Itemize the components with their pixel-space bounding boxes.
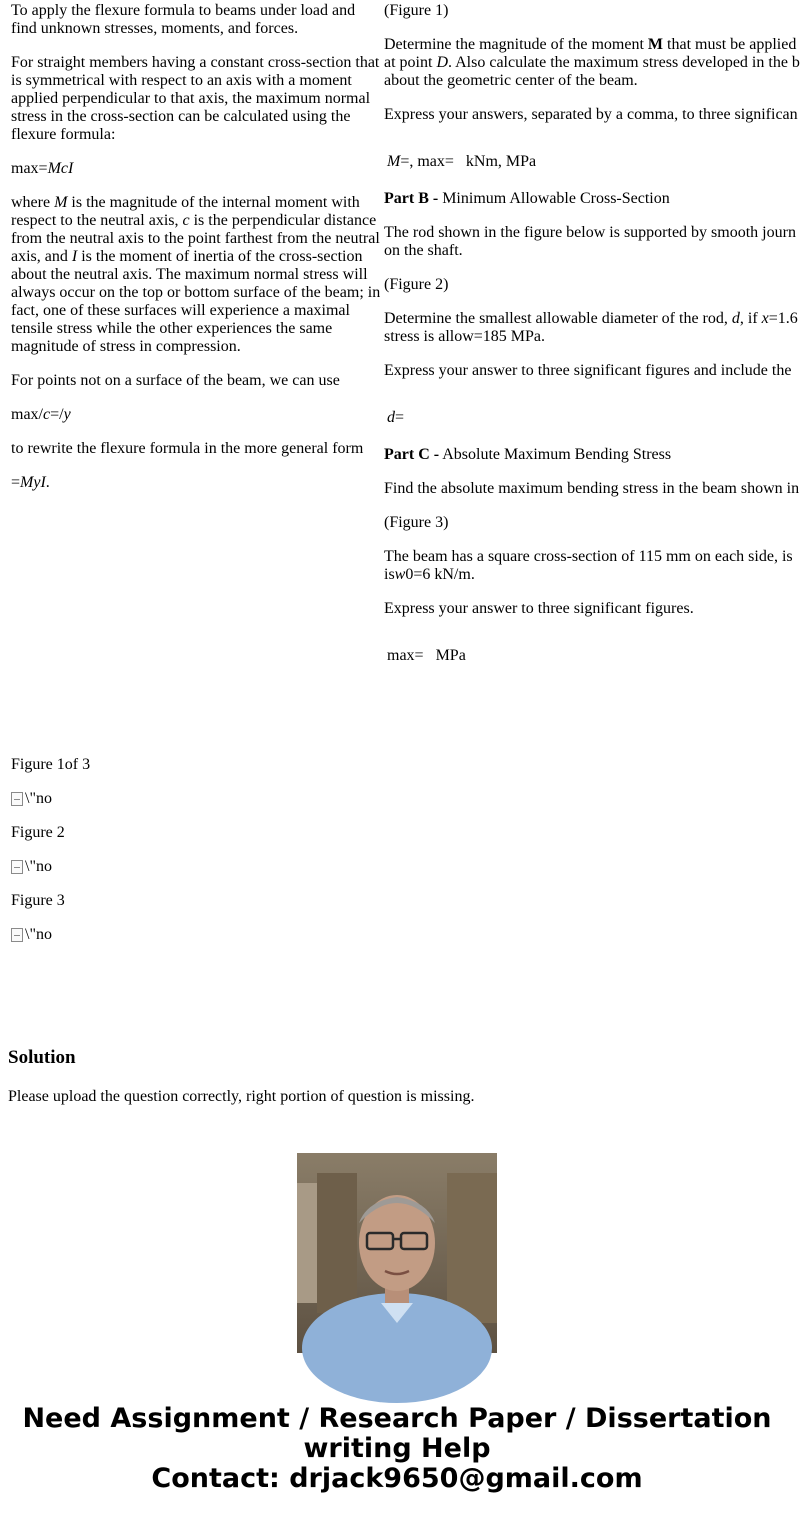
answer-units: MPa [435, 647, 466, 664]
question-text: 0=6 kN/m. [405, 566, 475, 583]
part-label: Part B - [384, 190, 439, 207]
formula-variables: MyI [20, 474, 46, 491]
partA-instructions: Express your answers, separated by a comma, to three significan [384, 106, 798, 123]
answer-label-M: M [387, 153, 401, 170]
general-formula [11, 474, 50, 492]
partA-question-line2 [384, 54, 800, 72]
definitions-paragraph [11, 194, 381, 356]
ratio-formula [11, 406, 71, 424]
partA-question-line3: about the geometric center of the beam. [384, 72, 638, 89]
question-text: that must be applied [663, 36, 797, 53]
partB-answer-row[interactable] [387, 409, 404, 427]
figure1-label: Figure 1of 3 [11, 756, 91, 773]
formula-text: max= [11, 160, 48, 177]
question-text: =1.6 [768, 310, 798, 327]
partC-beam-description: The beam has a square cross-section of 115 mm on each side, is [384, 548, 793, 565]
answer-label: =, max= [400, 153, 454, 170]
figure1-broken-image [11, 790, 52, 808]
partB-question-line2: stress is allow=185 MPa. [384, 328, 546, 345]
rewrite-paragraph: to rewrite the flexure formula in the more general form [11, 440, 364, 457]
variable-M: M [647, 36, 664, 53]
formula-variables: McI [47, 160, 74, 177]
variable-w: w [394, 566, 406, 583]
points-paragraph: For points not on a surface of the beam, we can use [11, 372, 340, 389]
partC-instructions: Express your answer to three significant figures. [384, 600, 694, 617]
definitions-text: is the perpendicular distance from the neutral axis to the point farthest from the neutral axis, and [11, 212, 380, 265]
right-column-clip [384, 0, 800, 700]
question-text: , if [739, 310, 762, 327]
variable-y: y [63, 406, 71, 423]
figure2-broken-image [11, 858, 52, 876]
question-text: Determine the magnitude of the moment [384, 36, 648, 53]
partC-answer-row[interactable] [387, 647, 466, 665]
formula-text: max/ [11, 406, 43, 423]
definitions-text: is the moment of inertia of the cross-section about the neutral axis. The maximum normal stress will always occur on the top or bottom surface of the beam; in fact, one of these surfaces will experience a maximal tensile stress while the other experiences the same magnitude of stress in compression. [11, 248, 381, 355]
partB-instructions: Express your answer to three significant figures and include the [384, 362, 792, 379]
promo-line1: Need Assignment / Research Paper / Dissertation [22, 1403, 772, 1434]
tutor-avatar [297, 1153, 497, 1353]
figure2-label: Figure 2 [11, 824, 65, 841]
question-text: at point [384, 54, 437, 71]
part-label: Part C - [384, 446, 440, 463]
question-text: is [384, 566, 395, 583]
partC-heading [384, 446, 671, 464]
flexure-formula [11, 160, 73, 178]
partC-description: Find the absolute maximum bending stress in the beam shown in [384, 480, 800, 497]
answer-label: = [395, 409, 405, 426]
formula-text: =/ [50, 406, 64, 423]
solution-heading: Solution [8, 1047, 76, 1068]
tutor-portrait [297, 1153, 497, 1353]
promo-footer [0, 1404, 794, 1494]
variable-I: I [71, 248, 78, 265]
definitions-text: where [11, 194, 55, 211]
figure2-ref[interactable]: (Figure 2) [384, 276, 449, 293]
partA-answer-row[interactable] [387, 153, 536, 171]
image-alt-text: \"no [25, 790, 52, 807]
partB-description-line2: on the shaft. [384, 242, 463, 259]
answer-label: max= [387, 647, 424, 664]
promo-contact[interactable]: Contact: drjack9650@gmail.com [151, 1463, 643, 1494]
image-alt-text: \"no [25, 926, 52, 943]
part-title: Absolute Maximum Bending Stress [439, 446, 672, 463]
question-text: Determine the smallest allowable diameter of the rod, [384, 310, 732, 327]
intro-paragraph: To apply the flexure formula to beams under load and find unknown stresses, moments, and forces. [11, 2, 356, 37]
variable-x: x [761, 310, 769, 327]
answer-label-d: d [387, 409, 395, 426]
figure3-label: Figure 3 [11, 892, 65, 909]
variable-d: d [731, 310, 740, 327]
broken-image-icon [11, 792, 23, 806]
image-alt-text: \"no [25, 858, 52, 875]
variable-D: D [436, 54, 448, 71]
flexure-paragraph: For straight members having a constant cross-section that is symmetrical with respect to an axis with a moment applied perpendicular to that axis, the maximum normal stress in the cross-section can be calculated using the flexure formula: [11, 54, 380, 143]
promo-line2: writing Help [303, 1433, 491, 1464]
figure3-broken-image [11, 926, 52, 944]
figure1-ref[interactable]: (Figure 1) [384, 2, 449, 19]
partB-heading [384, 190, 670, 208]
part-title: Minimum Allowable Cross-Section [438, 190, 670, 207]
definitions-text: is the magnitude of the internal moment with respect to the neutral axis, [11, 194, 360, 229]
formula-text: . [45, 474, 50, 491]
variable-c: c [43, 406, 51, 423]
partB-question [384, 310, 798, 328]
broken-image-icon [11, 860, 23, 874]
formula-text: = [11, 474, 21, 491]
partC-beam-description-line2 [384, 566, 475, 584]
answer-units: kNm, MPa [465, 153, 537, 170]
partA-question [384, 36, 796, 54]
question-text: . Also calculate the maximum stress developed in the b [448, 54, 800, 71]
solution-text: Please upload the question correctly, right portion of question is missing. [8, 1088, 475, 1105]
variable-M: M [54, 194, 68, 211]
partB-description: The rod shown in the figure below is supported by smooth journ [384, 224, 796, 241]
broken-image-icon [11, 928, 23, 942]
figure3-ref[interactable]: (Figure 3) [384, 514, 449, 531]
variable-c: c [182, 212, 190, 229]
